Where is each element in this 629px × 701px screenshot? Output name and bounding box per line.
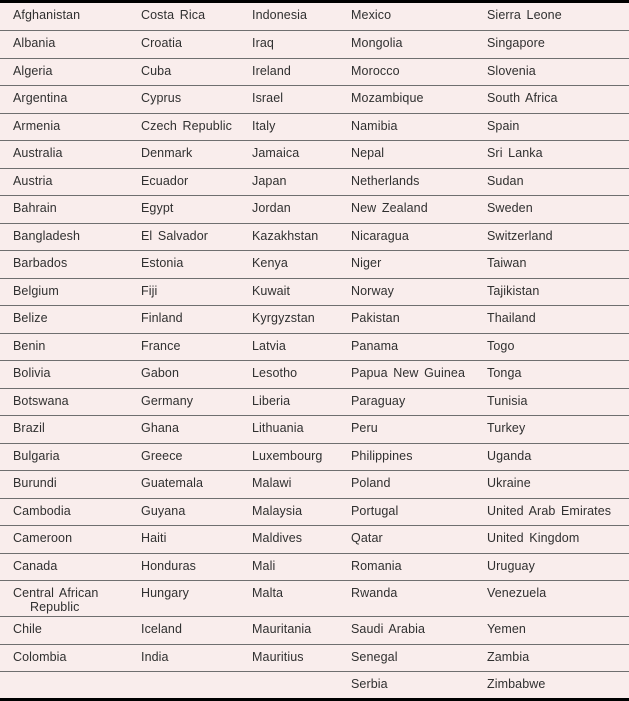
country-cell — [128, 553, 239, 581]
country-cell — [474, 581, 629, 617]
country-name: Rwanda — [351, 586, 398, 600]
country-cell — [474, 86, 629, 114]
country-cell — [0, 86, 128, 114]
country-cell — [239, 553, 338, 581]
table-row — [0, 498, 629, 526]
country-name: Paraguay — [351, 393, 406, 408]
country-cell — [128, 581, 239, 617]
country-name: Iraq — [252, 36, 274, 50]
country-cell — [474, 644, 629, 672]
country-name: Pakistan — [351, 311, 400, 325]
country-name: Slovenia — [487, 63, 536, 78]
table-row — [0, 644, 629, 672]
country-name: Singapore — [487, 36, 545, 50]
country-cell — [239, 498, 338, 526]
country-name: Australia — [13, 146, 63, 160]
country-cell — [239, 443, 338, 471]
country-cell — [474, 443, 629, 471]
table-row — [0, 416, 629, 444]
country-cell — [239, 86, 338, 114]
country-cell — [338, 388, 474, 416]
country-cell — [338, 251, 474, 279]
country-name: Taiwan — [487, 256, 527, 270]
country-name: Iceland — [141, 622, 183, 636]
country-name: Tunisia — [487, 393, 528, 408]
country-cell — [239, 361, 338, 389]
country-cell — [0, 196, 128, 224]
country-name: Gabon — [141, 366, 180, 380]
country-name: Bahrain — [13, 201, 57, 215]
country-name: Ghana — [141, 421, 180, 435]
country-name: Malaysia — [252, 503, 303, 518]
country-cell — [239, 333, 338, 361]
country-name: Turkey — [487, 421, 526, 435]
table-row — [0, 31, 629, 59]
country-cell — [338, 526, 474, 554]
country-cell — [0, 333, 128, 361]
country-name: Lithuania — [252, 421, 304, 435]
country-name: Venezuela — [487, 586, 547, 600]
table-row — [0, 471, 629, 499]
country-name: Tonga — [487, 366, 522, 380]
country-cell — [0, 306, 128, 334]
country-name: Croatia — [141, 36, 182, 50]
country-name: Benin — [13, 338, 46, 353]
country-cell — [0, 388, 128, 416]
country-name: Hungary — [141, 586, 189, 600]
country-name: Barbados — [13, 256, 68, 270]
country-cell — [0, 672, 128, 700]
country-name: Mexico — [351, 8, 392, 22]
country-name: Greece — [141, 448, 183, 463]
country-name: Saudi Arabia — [351, 622, 426, 636]
country-name: Papua New Guinea — [351, 366, 466, 380]
country-name: Egypt — [141, 201, 174, 215]
country-name: Guyana — [141, 503, 186, 518]
country-name: Kuwait — [252, 283, 291, 298]
country-cell — [239, 471, 338, 499]
country-name: Kyrgyzstan — [252, 311, 315, 325]
country-name: Philippines — [351, 448, 413, 463]
country-cell — [338, 31, 474, 59]
country-cell — [128, 278, 239, 306]
country-name: El Salvador — [141, 228, 209, 243]
country-name: Netherlands — [351, 173, 420, 188]
country-cell — [474, 168, 629, 196]
country-cell — [239, 223, 338, 251]
country-name: Botswana — [13, 393, 69, 408]
table-row — [0, 141, 629, 169]
country-name: Mauritius — [252, 649, 304, 664]
country-cell — [128, 471, 239, 499]
country-name: Burundi — [13, 476, 57, 490]
country-cell — [338, 223, 474, 251]
country-name: Uruguay — [487, 558, 535, 573]
country-cell — [0, 168, 128, 196]
country-cell — [474, 31, 629, 59]
country-cell — [239, 141, 338, 169]
country-name: Indonesia — [252, 8, 308, 22]
country-name: Serbia — [351, 677, 388, 691]
country-cell — [239, 278, 338, 306]
country-cell — [128, 58, 239, 86]
table-row — [0, 58, 629, 86]
country-name: United Kingdom — [487, 531, 580, 545]
table-row — [0, 388, 629, 416]
country-name: Romania — [351, 558, 402, 573]
table-row — [0, 526, 629, 554]
country-cell — [338, 416, 474, 444]
country-cell — [239, 3, 338, 31]
country-name: Mali — [252, 558, 276, 573]
country-cell — [474, 553, 629, 581]
country-name: Cyprus — [141, 91, 182, 105]
country-cell — [338, 86, 474, 114]
country-cell — [338, 196, 474, 224]
country-name: Qatar — [351, 531, 383, 545]
country-cell — [239, 416, 338, 444]
country-name: Senegal — [351, 649, 398, 664]
country-cell — [0, 553, 128, 581]
country-cell — [338, 278, 474, 306]
country-cell — [338, 168, 474, 196]
country-name: Jamaica — [252, 146, 300, 160]
country-name: Togo — [487, 338, 515, 353]
country-cell — [0, 644, 128, 672]
country-name: Spain — [487, 118, 520, 133]
table-row — [0, 306, 629, 334]
country-cell — [0, 617, 128, 645]
country-name: Belize — [13, 311, 48, 325]
country-cell — [239, 388, 338, 416]
country-cell — [128, 672, 239, 700]
country-cell — [0, 58, 128, 86]
country-name: Chile — [13, 622, 42, 636]
country-name: Cambodia — [13, 503, 71, 518]
country-cell — [128, 251, 239, 279]
country-name: Sierra Leone — [487, 8, 562, 22]
country-name: Mauritania — [252, 622, 312, 636]
country-name: Argentina — [13, 91, 68, 105]
country-cell — [338, 644, 474, 672]
country-name: Costa Rica — [141, 8, 206, 22]
country-cell — [474, 58, 629, 86]
country-name: Portugal — [351, 503, 399, 518]
country-cell — [474, 223, 629, 251]
country-name: Tajikistan — [487, 283, 540, 298]
country-name: Belgium — [13, 283, 59, 298]
country-cell — [0, 223, 128, 251]
country-name: Algeria — [13, 63, 53, 78]
country-name: Mozambique — [351, 91, 424, 105]
country-name: Latvia — [252, 338, 286, 353]
country-cell — [0, 361, 128, 389]
country-cell — [128, 141, 239, 169]
table-row — [0, 223, 629, 251]
table-row — [0, 278, 629, 306]
country-cell — [239, 526, 338, 554]
country-cell — [474, 526, 629, 554]
country-name: Nepal — [351, 146, 385, 160]
country-cell — [0, 113, 128, 141]
country-name: France — [141, 338, 181, 353]
country-cell — [338, 617, 474, 645]
country-name: Israel — [252, 91, 284, 105]
country-name: Panama — [351, 338, 399, 353]
country-cell — [0, 141, 128, 169]
country-name: South Africa — [487, 91, 558, 105]
country-name: Guatemala — [141, 476, 204, 490]
country-name: Kenya — [252, 256, 288, 270]
table-row — [0, 672, 629, 700]
country-cell — [0, 498, 128, 526]
country-cell — [128, 31, 239, 59]
country-name: Sri Lanka — [487, 146, 543, 160]
country-name: Sudan — [487, 173, 524, 188]
country-table-body — [0, 3, 629, 699]
country-name: Ecuador — [141, 173, 189, 188]
country-name: Estonia — [141, 256, 184, 270]
country-cell — [128, 113, 239, 141]
table-row — [0, 168, 629, 196]
country-name: Kazakhstan — [252, 228, 319, 243]
country-name: Poland — [351, 476, 391, 490]
country-cell — [128, 498, 239, 526]
country-cell — [0, 3, 128, 31]
country-name: Armenia — [13, 118, 61, 133]
country-cell — [338, 443, 474, 471]
country-name: Bolivia — [13, 366, 51, 380]
country-cell — [474, 141, 629, 169]
country-cell — [0, 581, 128, 617]
country-cell — [474, 196, 629, 224]
country-cell — [0, 251, 128, 279]
country-cell — [239, 58, 338, 86]
country-cell — [128, 3, 239, 31]
country-cell — [474, 251, 629, 279]
country-cell — [338, 581, 474, 617]
country-cell — [239, 581, 338, 617]
country-cell — [338, 306, 474, 334]
country-name: Italy — [252, 118, 276, 133]
table-row — [0, 333, 629, 361]
country-cell — [0, 443, 128, 471]
country-cell — [474, 113, 629, 141]
country-table — [0, 3, 629, 699]
country-name: Peru — [351, 421, 378, 435]
country-name: Zambia — [487, 649, 530, 664]
country-cell — [128, 223, 239, 251]
country-cell — [474, 617, 629, 645]
country-name: Canada — [13, 558, 58, 573]
country-name: Sweden — [487, 201, 533, 215]
country-cell — [128, 644, 239, 672]
country-cell — [474, 333, 629, 361]
table-row — [0, 3, 629, 31]
country-cell — [128, 361, 239, 389]
country-cell — [128, 388, 239, 416]
country-cell — [239, 113, 338, 141]
country-name: Namibia — [351, 118, 398, 133]
country-name: Austria — [13, 173, 53, 188]
country-name: Brazil — [13, 421, 45, 435]
country-cell — [128, 526, 239, 554]
country-name: United Arab Emirates — [487, 503, 612, 518]
country-cell — [338, 471, 474, 499]
table-row — [0, 443, 629, 471]
country-name: Cameroon — [13, 531, 73, 545]
country-name: Liberia — [252, 393, 291, 408]
country-cell — [474, 471, 629, 499]
country-name: Yemen — [487, 622, 526, 636]
country-name: India — [141, 649, 169, 664]
country-name: Central African Republic — [13, 586, 99, 614]
country-name: Jordan — [252, 201, 291, 215]
country-cell — [239, 644, 338, 672]
country-cell — [474, 388, 629, 416]
country-name: Afghanistan — [13, 8, 81, 22]
country-name: New Zealand — [351, 201, 428, 215]
country-cell — [0, 278, 128, 306]
country-cell — [338, 361, 474, 389]
table-row — [0, 86, 629, 114]
country-cell — [239, 168, 338, 196]
country-cell — [338, 553, 474, 581]
country-cell — [474, 416, 629, 444]
country-name: Denmark — [141, 146, 193, 160]
table-row — [0, 196, 629, 224]
country-cell — [128, 168, 239, 196]
country-name: Niger — [351, 256, 382, 270]
country-name: Fiji — [141, 283, 158, 298]
country-cell — [0, 416, 128, 444]
country-cell — [0, 526, 128, 554]
country-name: Honduras — [141, 558, 196, 573]
country-cell — [0, 471, 128, 499]
country-name: Bulgaria — [13, 448, 60, 463]
country-name: Norway — [351, 283, 394, 298]
country-name: Zimbabwe — [487, 677, 546, 691]
country-name: Albania — [13, 36, 56, 50]
country-name: Thailand — [487, 311, 536, 325]
country-name: Haiti — [141, 531, 167, 545]
country-cell — [338, 58, 474, 86]
country-name: Finland — [141, 311, 183, 325]
country-name: Germany — [141, 393, 194, 408]
country-name: Bangladesh — [13, 228, 81, 243]
country-name: Switzerland — [487, 228, 553, 243]
country-cell — [474, 278, 629, 306]
country-cell — [239, 251, 338, 279]
country-name: Maldives — [252, 531, 303, 545]
country-name: Ukraine — [487, 476, 531, 490]
country-name: Morocco — [351, 63, 400, 78]
country-name: Japan — [252, 173, 287, 188]
country-cell — [338, 3, 474, 31]
country-cell — [128, 333, 239, 361]
country-cell — [239, 31, 338, 59]
table-row — [0, 617, 629, 645]
country-cell — [239, 672, 338, 700]
country-cell — [338, 333, 474, 361]
country-name: Malta — [252, 586, 284, 600]
country-cell — [474, 3, 629, 31]
table-row — [0, 553, 629, 581]
country-cell — [128, 416, 239, 444]
country-cell — [338, 672, 474, 700]
country-cell — [128, 617, 239, 645]
country-name: Czech Republic — [141, 118, 232, 133]
table-row — [0, 361, 629, 389]
country-cell — [338, 498, 474, 526]
country-cell — [128, 306, 239, 334]
country-cell — [239, 306, 338, 334]
country-cell — [474, 498, 629, 526]
country-cell — [474, 306, 629, 334]
country-cell — [474, 361, 629, 389]
country-name: Uganda — [487, 448, 532, 463]
country-cell — [128, 86, 239, 114]
table-row — [0, 113, 629, 141]
country-cell — [338, 141, 474, 169]
country-cell — [128, 443, 239, 471]
country-name: Cuba — [141, 63, 172, 78]
country-cell — [474, 672, 629, 700]
country-name: Mongolia — [351, 36, 403, 50]
country-name: Nicaragua — [351, 228, 409, 243]
country-cell — [128, 196, 239, 224]
table-row — [0, 251, 629, 279]
country-name: Colombia — [13, 649, 67, 664]
country-cell — [338, 113, 474, 141]
table-row — [0, 581, 629, 617]
country-name: Malawi — [252, 476, 292, 490]
country-cell — [239, 196, 338, 224]
country-name: Luxembourg — [252, 448, 323, 463]
country-name: Lesotho — [252, 366, 298, 380]
country-name: Ireland — [252, 63, 291, 78]
country-cell — [239, 617, 338, 645]
country-cell — [0, 31, 128, 59]
